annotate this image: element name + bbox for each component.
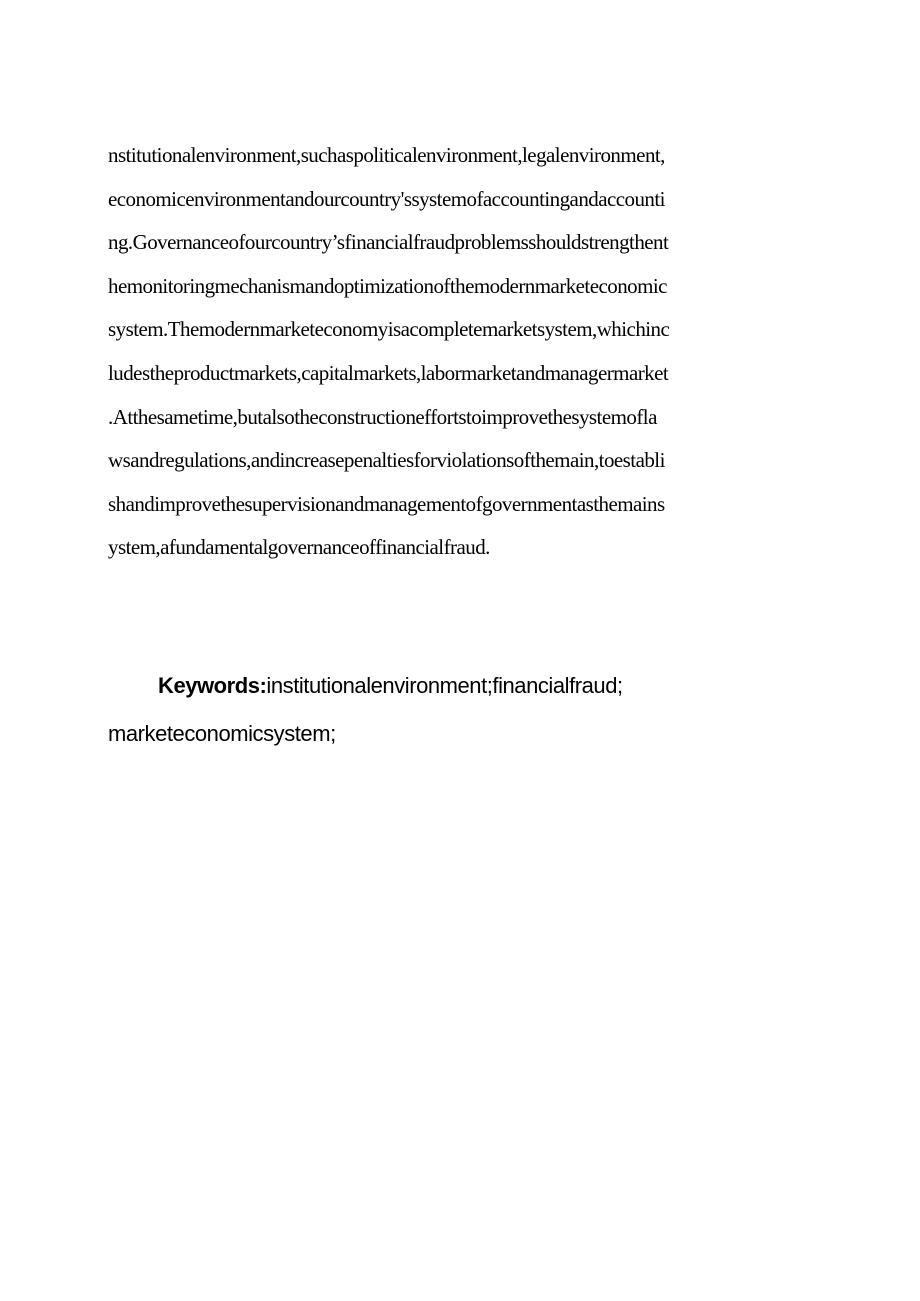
keywords-line-1 bbox=[108, 662, 816, 710]
abstract-line: .Atthesametime,butalsotheconstructioneffortstoimprovethesystemofla bbox=[108, 404, 657, 429]
abstract-line: economicenvironmentandourcountry'ssystemofaccountingandaccounti bbox=[108, 186, 665, 211]
abstract-line: system.Themodernmarketeconomyisacompletemarketsystem,whichinc bbox=[108, 317, 670, 342]
keywords-section bbox=[108, 662, 816, 758]
abstract-line: hemonitoringmechanismandoptimizationofthemodernmarketeconomic bbox=[108, 273, 667, 298]
abstract-line: ystem,afundamentalgovernanceoffinancialfraud. bbox=[108, 535, 490, 560]
abstract-line: ludestheproductmarkets,capitalmarkets,labormarketandmanagermarket bbox=[108, 360, 669, 385]
keywords-label: Keywords: bbox=[158, 673, 267, 698]
abstract-line: wsandregulations,andincreasepenaltiesforviolationsofthemain,toestabli bbox=[108, 448, 665, 473]
keywords-text: institutionalenvironment;financialfraud; bbox=[266, 673, 623, 698]
abstract-line: nstitutionalenvironment,suchaspoliticalenvironment,legalenvironment, bbox=[108, 143, 665, 167]
keywords-line-2: marketeconomicsystem; bbox=[108, 721, 336, 746]
abstract-line: ng.Governanceofourcountry’sfinancialfraudproblemsshouldstrengthent bbox=[108, 230, 669, 255]
abstract-line: shandimprovethesupervisionandmanagementofgovernmentasthemains bbox=[108, 491, 665, 516]
abstract-paragraph bbox=[108, 134, 816, 570]
